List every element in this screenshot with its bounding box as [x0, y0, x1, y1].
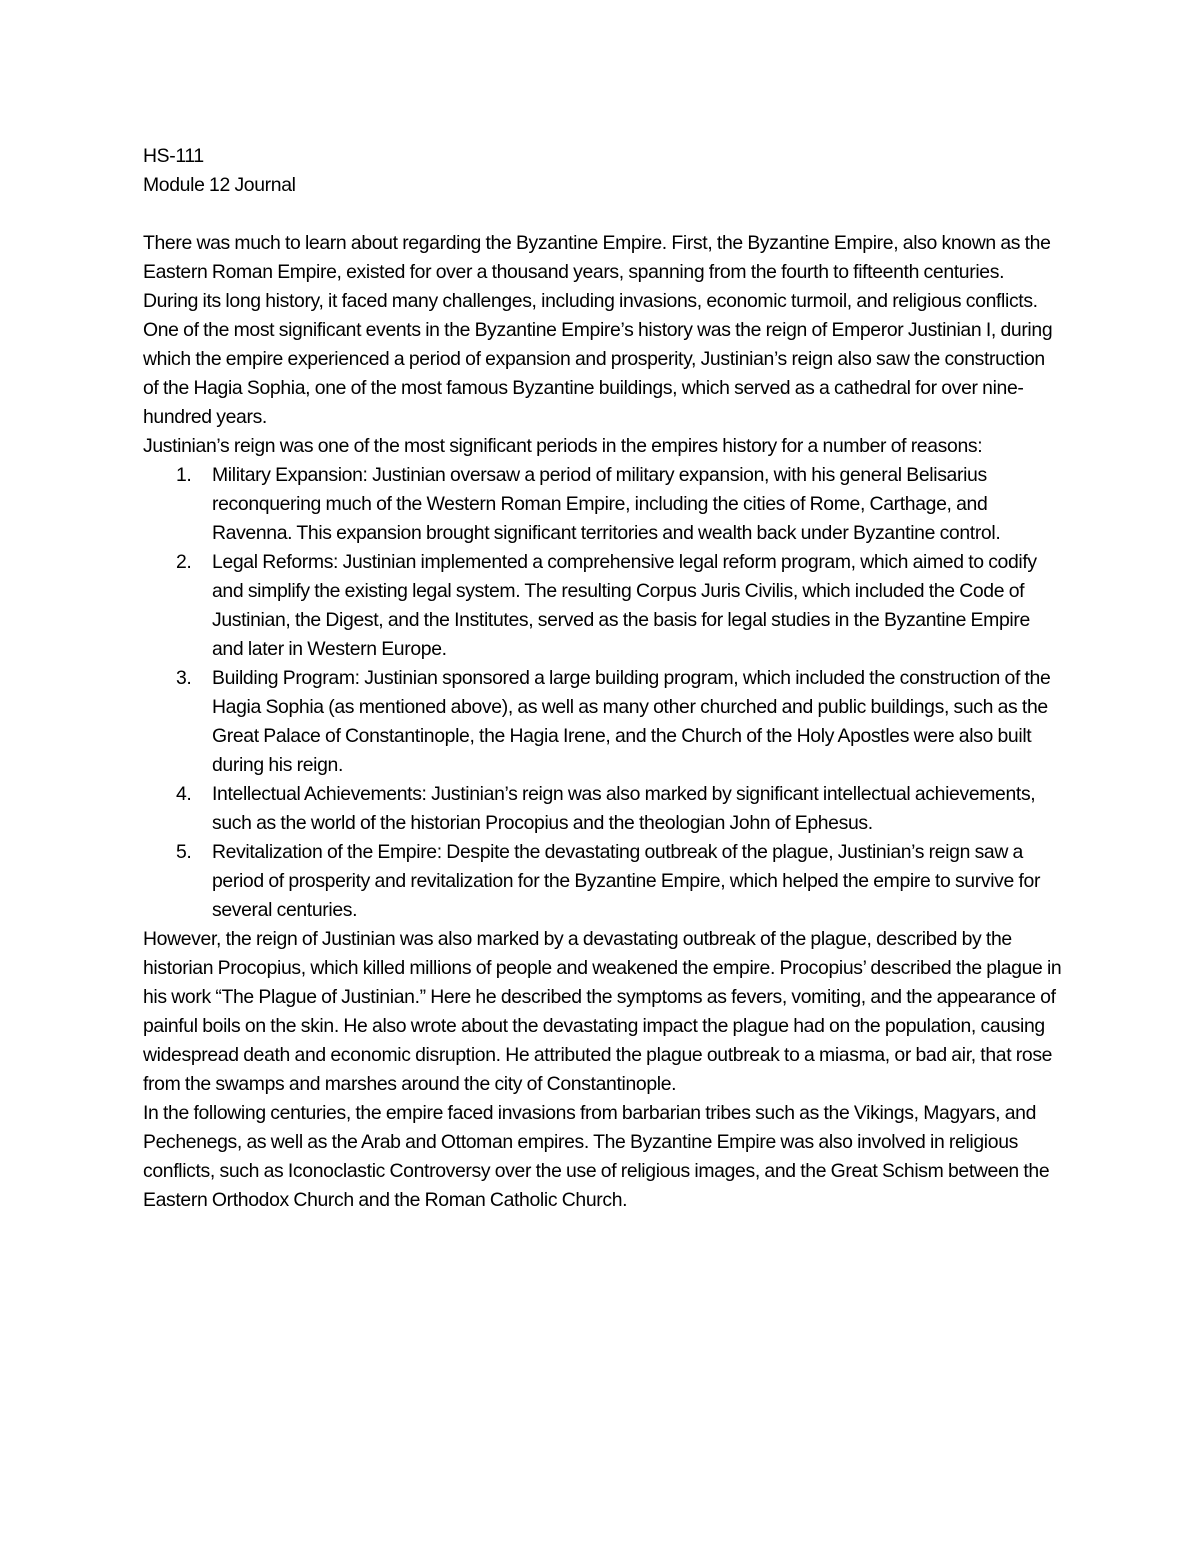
journal-title: Module 12 Journal [143, 174, 296, 196]
list-number: 1. [176, 464, 192, 486]
list-item-text: Legal Reforms: Justinian implemented a comprehensive legal reform program, which aimed to codify and simplify the existing legal system. The resulting Corpus Juris Civilis, which included the Code of Justinian, the Digest, and the Institutes, served as the basis for legal studies in the Byzantine Empire and later in Western Europe. [212, 551, 1037, 660]
list-item [143, 461, 1063, 548]
list-item-text: Building Program: Justinian sponsored a large building program, which included the construction of the Hagia Sophia (as mentioned above), as well as many other churched and public buildings, such as the Great Palace of Constantinople, the Hagia Irene, and the Church of the Holy Apostles were also built during his reign. [212, 667, 1051, 776]
list-item [143, 780, 1063, 838]
closing-paragraph-2: In the following centuries, the empire faced invasions from barbarian tribes such as the Vikings, Magyars, and Pechenegs, as well as the Arab and Ottoman empires. The Byzantine Empire was also involved in religious conflicts, such as Iconoclastic Controversy over the use of religious images, and the Great Schism between the Eastern Orthodox Church and the Roman Catholic Church. [143, 1102, 1050, 1211]
intro-paragraph-3: Justinian’s reign was one of the most significant periods in the empires history for a number of reasons: [143, 435, 983, 457]
list-number: 4. [176, 783, 192, 805]
list-number: 3. [176, 667, 192, 689]
list-item [143, 548, 1063, 664]
blank-line [143, 200, 1063, 229]
reasons-list [143, 461, 1063, 925]
list-item [143, 664, 1063, 780]
document-body [143, 142, 1063, 1215]
closing-paragraph-1: However, the reign of Justinian was also marked by a devastating outbreak of the plague, described by the historian Procopius, which killed millions of people and weakened the empire. Procopius’ described the plague in his work “The Plague of Justinian.” Here he described the symptoms as fevers, vomiting, and the appearance of painful boils on the skin. He also wrote about the devastating impact the plague had on the population, causing widespread death and economic disruption. He attributed the plague outbreak to a miasma, or bad air, that rose from the swamps and marshes around the city of Constantinople. [143, 928, 1062, 1095]
intro-paragraph-2: One of the most significant events in the Byzantine Empire’s history was the reign of Emperor Justinian I, during which the empire experienced a period of expansion and prosperity, Justinian’s reign also saw the construction of the Hagia Sophia, one of the most famous Byzantine buildings, which served as a cathedral for over nine-hundred years. [143, 319, 1053, 428]
list-item-text: Intellectual Achievements: Justinian’s reign was also marked by significant intellectual achievements, such as the world of the historian Procopius and the theologian John of Ephesus. [212, 783, 1036, 834]
list-item [143, 838, 1063, 925]
list-number: 5. [176, 841, 192, 863]
intro-paragraph-1: There was much to learn about regarding the Byzantine Empire. First, the Byzantine Empire, also known as the Eastern Roman Empire, existed for over a thousand years, spanning from the fourth to fifteenth centuries. During its long history, it faced many challenges, including invasions, economic turmoil, and religious conflicts. [143, 232, 1051, 312]
list-item-text: Revitalization of the Empire: Despite the devastating outbreak of the plague, Justinian’s reign saw a period of prosperity and revitalization for the Byzantine Empire, which helped the empire to survive for several centuries. [212, 841, 1041, 921]
course-code: HS-111 [143, 145, 204, 167]
list-number: 2. [176, 551, 192, 573]
list-item-text: Military Expansion: Justinian oversaw a period of military expansion, with his general Belisarius reconquering much of the Western Roman Empire, including the cities of Rome, Carthage, and Ravenna. This expansion brought significant territories and wealth back under Byzantine control. [212, 464, 1001, 544]
